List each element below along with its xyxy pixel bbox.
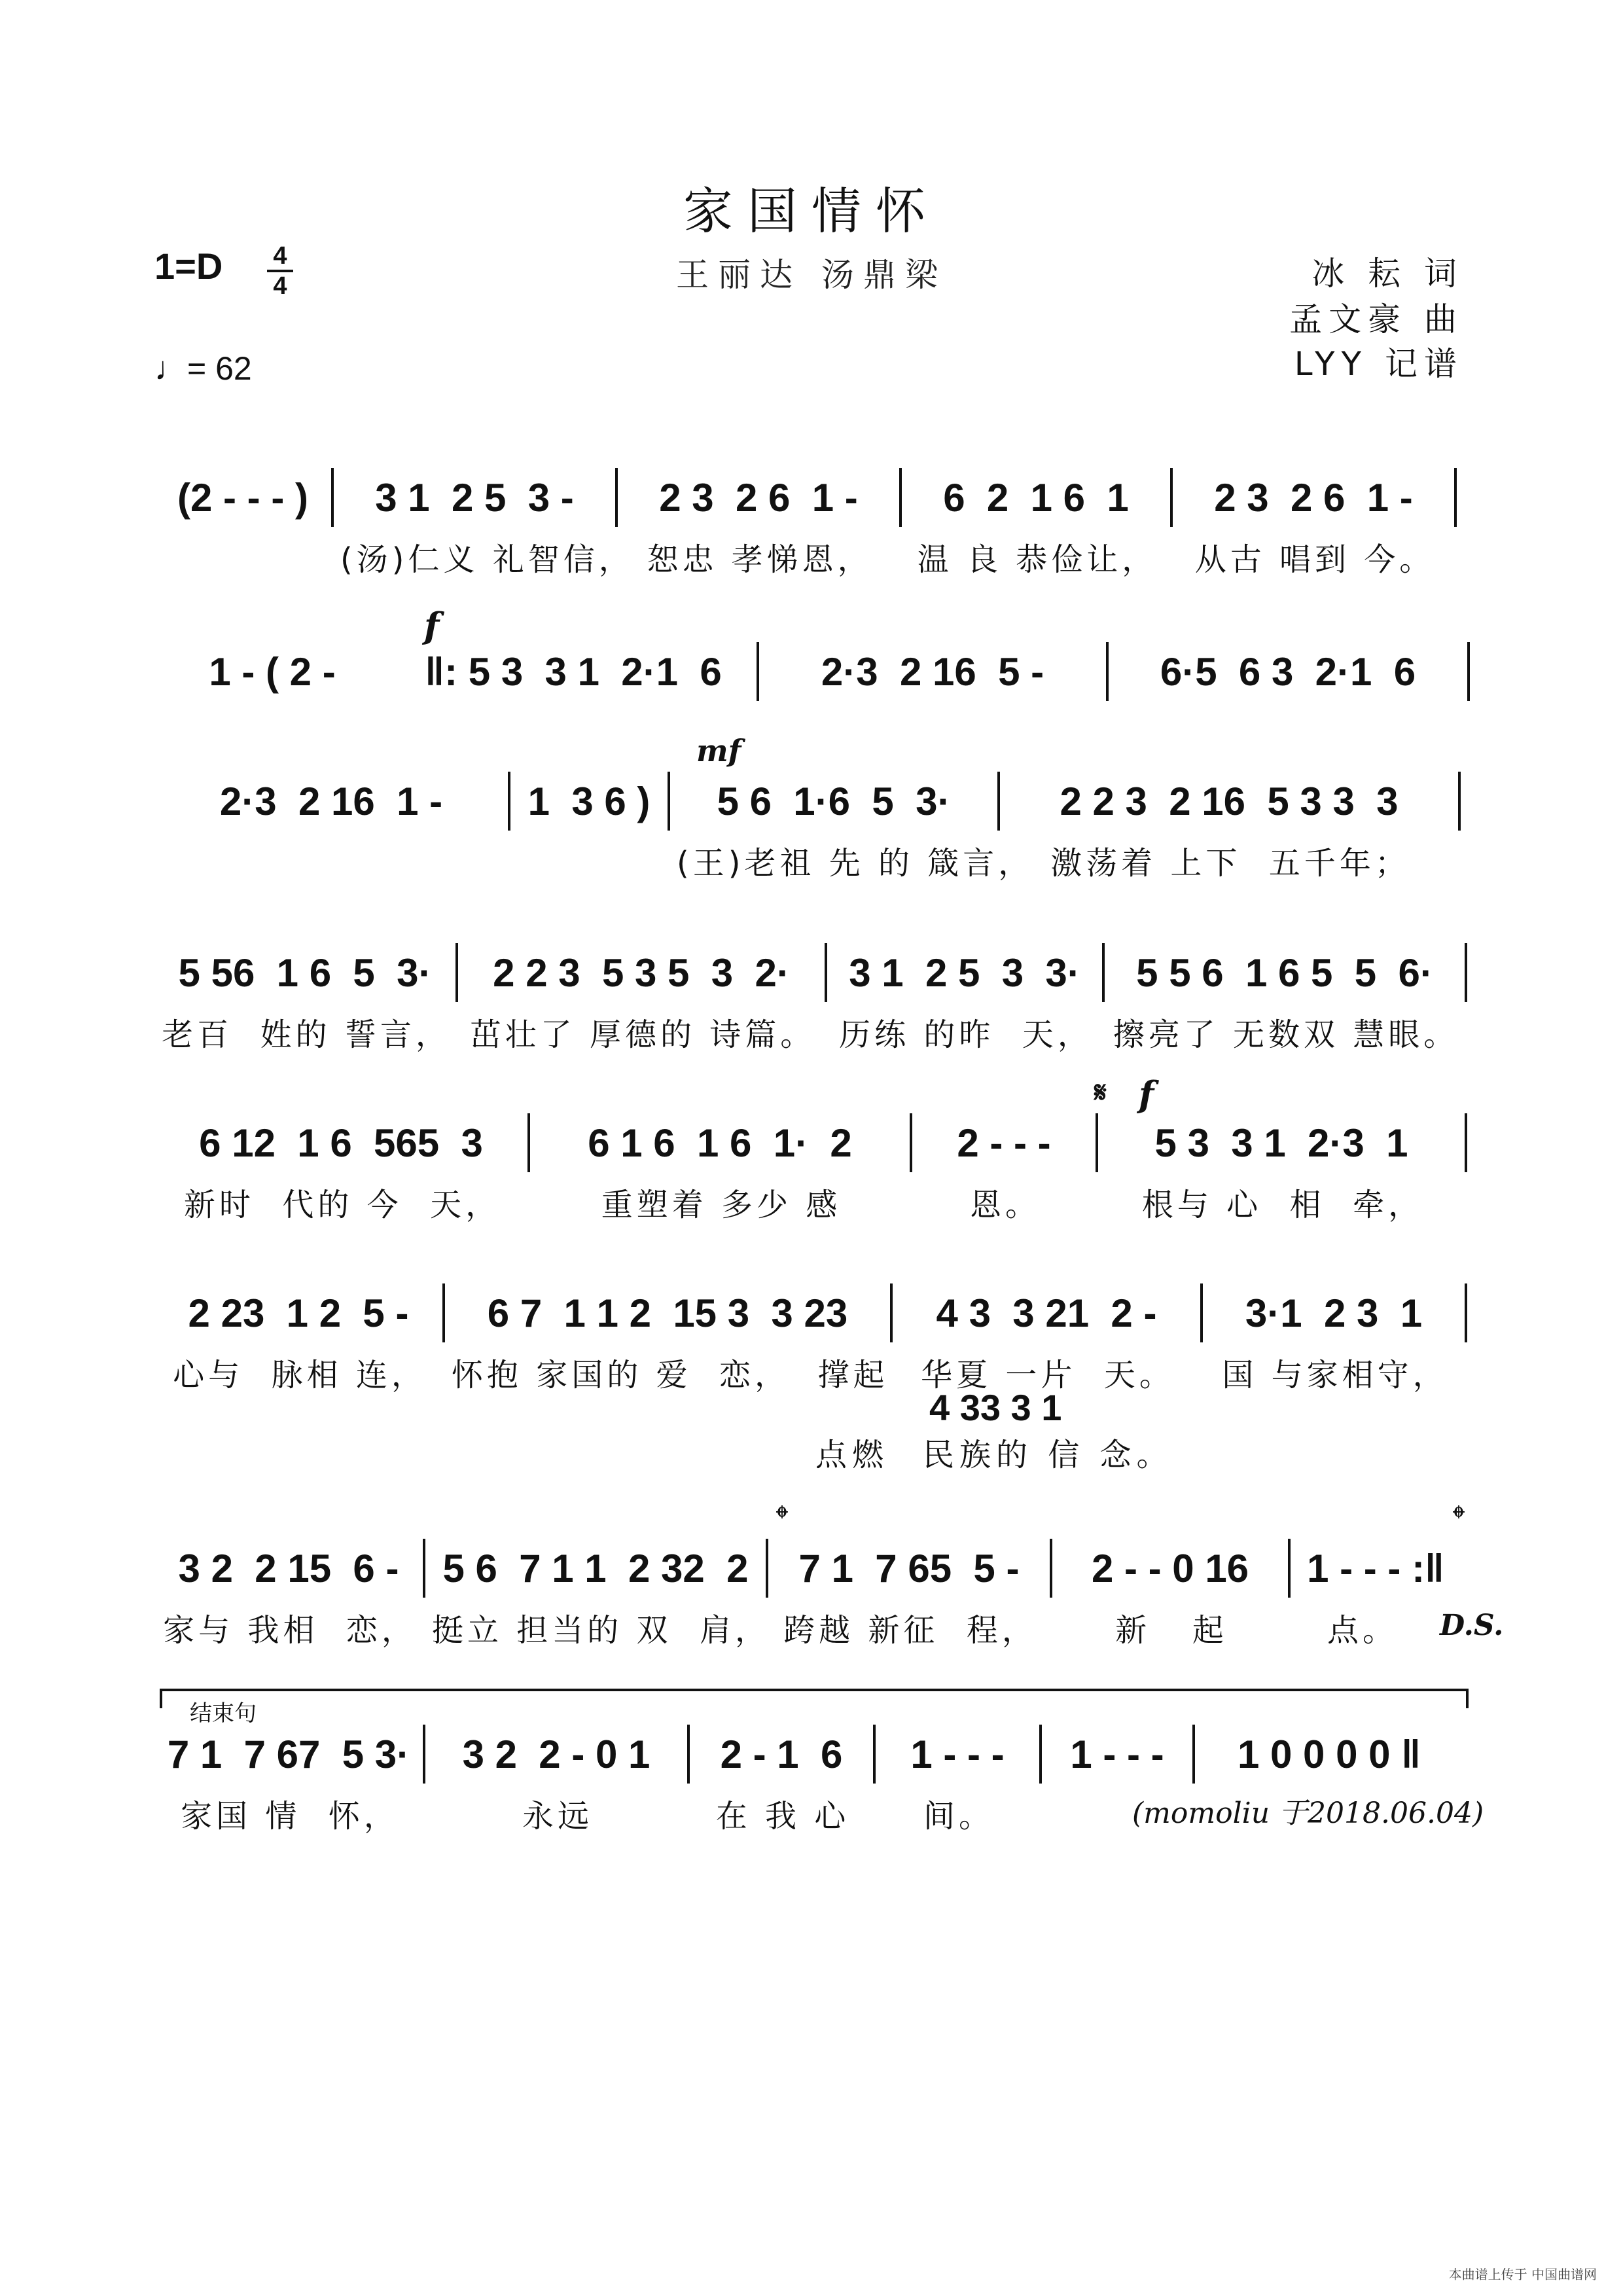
segno-sign: 𝄋	[1094, 1076, 1107, 1109]
lyrics-row	[154, 530, 1470, 583]
lyric: 擦亮了 无数双 慧眼。	[1113, 1016, 1459, 1053]
lyric: 激荡着 上下 五千年；	[1050, 844, 1410, 882]
measure: 2 2 3 5 3 5 3 2·	[493, 950, 790, 995]
measure: 6 7 1 1 2 15 3 3 23	[487, 1291, 848, 1335]
alternate-notes: 4 33 3 1	[929, 1387, 1062, 1428]
lyric: 点。	[1327, 1611, 1398, 1649]
time-signature-top: 4	[273, 242, 287, 270]
lyric: 国 与家相守，	[1222, 1356, 1448, 1393]
measure: 7 1 7 65 5 -	[798, 1546, 1020, 1590]
alternate-lyric-prefix: 点燃	[815, 1437, 889, 1473]
lyric: 历练 的昨 天，	[839, 1016, 1093, 1053]
lyric: 华夏 一片 天。	[921, 1356, 1175, 1393]
page-title: 家国情怀	[683, 182, 940, 240]
measure: 2 2 3 2 16 5 3 3 3	[1060, 779, 1399, 823]
lyric: 温 良 恭俭让，	[917, 541, 1158, 578]
measure: 7 1 7 67 5 3·	[167, 1732, 410, 1776]
lyrics-row	[154, 1005, 1470, 1058]
measure: 5 56 1 6 5 3·	[178, 950, 432, 995]
measure: 3·1 2 3 1	[1245, 1291, 1423, 1335]
measure: 2·3 2 16 1 -	[219, 779, 443, 823]
measure: 3 2 2 15 6 -	[178, 1546, 399, 1590]
measure: 1 3 6 )	[527, 779, 651, 823]
lyrics-row	[154, 1346, 1470, 1398]
system-4	[154, 940, 1470, 1058]
measure: 4 3 3 21 2 -	[936, 1291, 1157, 1335]
transcription-signature: (momoliu 于2018.06.04)	[1132, 1797, 1484, 1830]
coda-sign: 𝄌	[776, 1499, 788, 1538]
measure: 5 5 6 1 6 5 5 6·	[1136, 950, 1433, 995]
coda-sign-2: 𝄌	[1453, 1499, 1465, 1538]
lyrics-row	[154, 704, 1470, 757]
measure: 3 1 2 5 3 -	[375, 475, 574, 520]
forte-marking: f	[424, 605, 440, 647]
barline	[1465, 1283, 1467, 1342]
lyric: 老百 姓的 誓言，	[162, 1016, 451, 1053]
measure: 3 1 2 5 3 3·	[849, 950, 1080, 995]
notes-row	[154, 1280, 1470, 1346]
notes-row	[154, 639, 1470, 704]
system-1	[154, 465, 1470, 583]
system-3	[154, 768, 1470, 886]
measure: 1 - - -	[910, 1732, 1005, 1776]
notes-row	[154, 940, 1470, 1005]
lyric: 根与 心 相 牵，	[1141, 1186, 1424, 1223]
lyric: 恩。	[969, 1186, 1041, 1223]
lyric: 跨越 新征 程，	[783, 1611, 1037, 1649]
barline	[1465, 1113, 1467, 1172]
measure: ‖: 5 3 3 1 2·1 6	[425, 649, 722, 694]
ending-bracket	[160, 1689, 1469, 1708]
footer-note: 本曲谱上传于 中国曲谱网	[1448, 2267, 1597, 2282]
lyric: 家与 我相 恋，	[163, 1611, 417, 1649]
lyrics-row	[154, 834, 1470, 886]
lyric: (王)老祖 先 的 箴言，	[677, 844, 1034, 882]
measure: 5 6 7 1 1 2 32 2	[442, 1546, 749, 1590]
lyricist-credit: 冰 耘 词	[1311, 255, 1463, 293]
notes-row	[154, 768, 1470, 834]
measure: 1 - - -	[1070, 1732, 1164, 1776]
lyric: 恕忠 孝悌恩，	[647, 541, 873, 578]
alternate-lyrics: 民族的 信 念。	[923, 1437, 1173, 1473]
dal-segno: D.S.	[1440, 1609, 1504, 1642]
system-5	[154, 1110, 1470, 1228]
system-7	[154, 1535, 1470, 1653]
measure: 2·3 2 16 5 -	[821, 649, 1044, 694]
measure: 2 - - -	[957, 1121, 1051, 1165]
notes-row	[154, 465, 1470, 530]
forte-marking-2: f	[1139, 1073, 1154, 1115]
measure: 6 2 1 6 1	[943, 475, 1129, 520]
lyric: (汤)仁义 礼智信，	[340, 541, 634, 578]
lyric: 怀抱 家国的 爱 恋， 撑起	[452, 1356, 889, 1393]
time-signature-bottom: 4	[273, 272, 287, 300]
measure: 2 23 1 2 5 -	[188, 1291, 409, 1335]
measure: 1 - - - :‖	[1307, 1546, 1444, 1590]
measure: (2 - - - )	[177, 475, 308, 520]
lyric: 心与 脉相 连，	[173, 1356, 427, 1393]
transcriber-credit: LYY 记谱	[1294, 345, 1463, 383]
lyric: 重塑着 多少 感	[601, 1186, 842, 1223]
lyric: 永远	[522, 1797, 593, 1835]
ending-label: 结束句	[190, 1700, 257, 1727]
lyric: 家国 情 怀，	[181, 1797, 399, 1835]
system-6	[154, 1280, 1470, 1398]
lyric: 新时 代的 今 天，	[183, 1186, 501, 1223]
singers: 王丽达 汤鼎梁	[676, 256, 947, 294]
measure: 2 - - 0 16	[1091, 1546, 1249, 1590]
barline	[1465, 943, 1467, 1002]
barline	[1458, 772, 1461, 831]
tempo-marking: ♩= 62	[154, 350, 252, 387]
lyrics-row	[154, 1601, 1470, 1653]
lyric: 茁壮了 厚德的 诗篇。	[469, 1016, 816, 1053]
notes-row	[154, 1721, 1470, 1787]
measure: 5 3 3 1 2·3 1	[1154, 1121, 1408, 1165]
barline	[1467, 642, 1470, 701]
lyrics-row	[154, 1175, 1470, 1228]
lyric: 新 起	[1115, 1611, 1228, 1649]
measure: 2 3 2 6 1 -	[659, 475, 858, 520]
lyric: 挺立 担当的 双 肩，	[432, 1611, 771, 1649]
key-signature: 1=D	[154, 245, 223, 287]
measure: 6·5 6 3 2·1 6	[1160, 649, 1416, 694]
mezzo-forte-marking: mf	[696, 733, 741, 768]
measure: 1 - ( 2 -	[209, 649, 336, 694]
measure: 6 12 1 6 565 3	[199, 1121, 483, 1165]
measure: 1 0 0 0 0 ‖	[1237, 1732, 1421, 1776]
composer-credit: 孟文豪 曲	[1289, 300, 1463, 338]
measure: 2 3 2 6 1 -	[1214, 475, 1413, 520]
lyric: 从古 唱到 今。	[1194, 541, 1435, 578]
measure: 2 - 1 6	[720, 1732, 843, 1776]
measure: 6 1 6 1 6 1· 2	[588, 1121, 852, 1165]
system-2	[154, 639, 1470, 757]
measure: 3 2 2 - 0 1	[462, 1732, 651, 1776]
barline	[1454, 468, 1457, 527]
time-signature	[267, 243, 293, 298]
lyric: 间。	[923, 1797, 994, 1835]
measure: 5 6 1·6 5 3·	[717, 779, 951, 823]
lyric: 在 我 心	[715, 1797, 850, 1835]
notes-row	[154, 1110, 1470, 1175]
notes-row	[154, 1535, 1470, 1601]
